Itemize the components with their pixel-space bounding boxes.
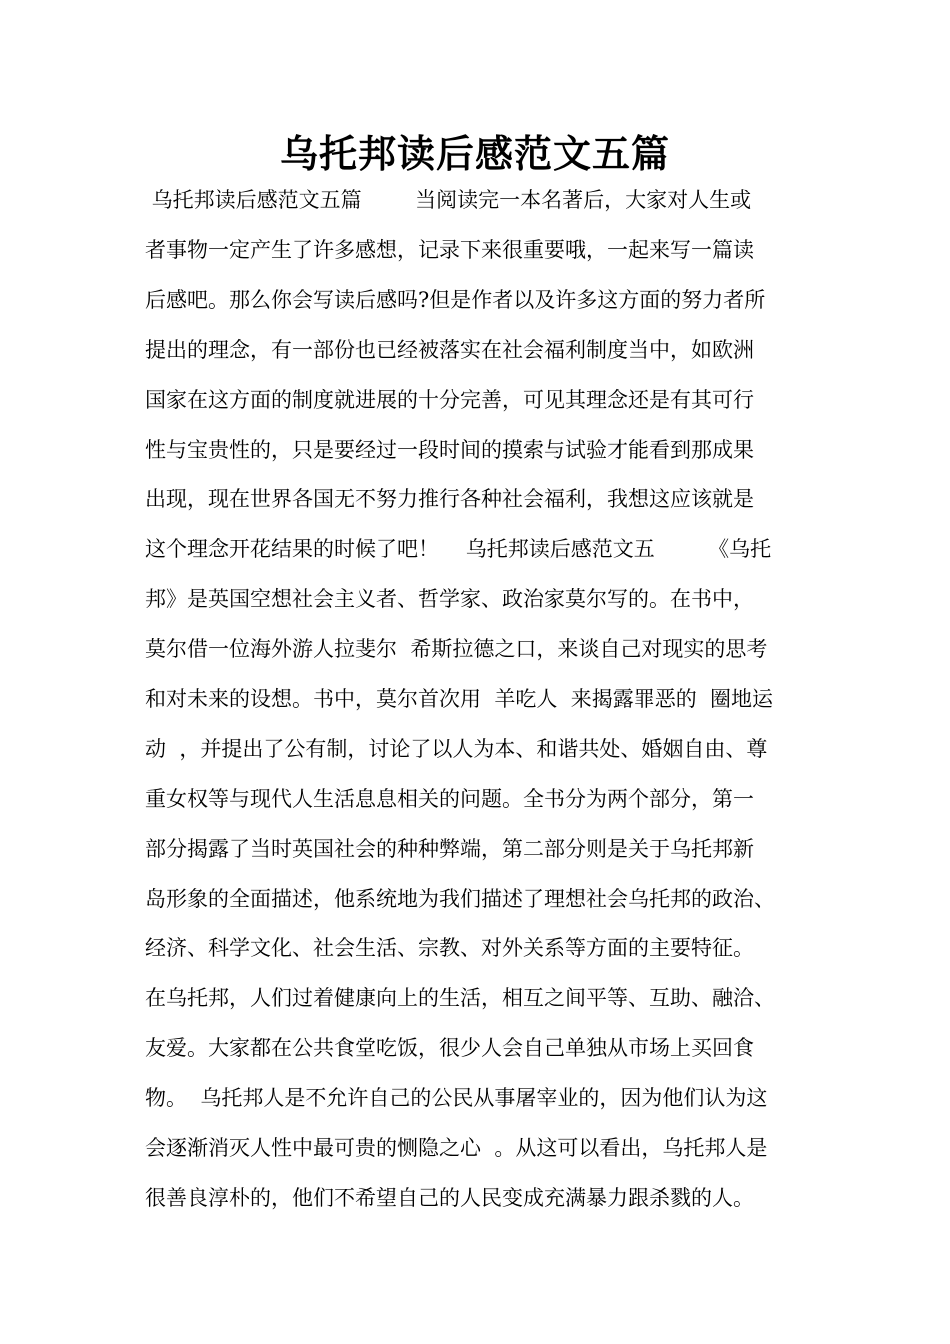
body-line: 部分揭露了当时英国社会的种种弊端，第二部分则是关于乌托邦新 <box>145 837 754 861</box>
body-line: 在乌托邦，人们过着健康向上的生活，相互之间平等、互助、融洽、 <box>145 986 775 1010</box>
body-line: 经济、科学文化、社会生活、宗教、对外关系等方面的主要特征。 <box>145 936 754 960</box>
document-title: 乌托邦读后感范文五篇 <box>279 131 670 176</box>
body-line: 动 ，并提出了公有制，讨论了以人为本、和谐共处、婚姻自由、尊 <box>145 737 768 761</box>
body-line: 会逐渐消灭人性中最可贵的恻隐之心 。从这可以看出，乌托邦人是 <box>145 1136 768 1160</box>
body-line: 出现，现在世界各国无不努力推行各种社会福利，我想这应该就是 <box>145 487 754 511</box>
body-line: 物。 乌托邦人是不允许自己的公民从事屠宰业的，因为他们认为这 <box>145 1086 768 1110</box>
body-line: 提出的理念，有一部份也已经被落实在社会福利制度当中，如欧洲 <box>145 338 754 362</box>
body-line: 乌托邦读后感范文五篇 当阅读完一本名著后，大家对人生或 <box>145 188 752 212</box>
body-line: 者事物一定产生了许多感想，记录下来很重要哦，一起来写一篇读 <box>145 238 754 262</box>
body-line: 后感吧。那么你会写读后感吗?但是作者以及许多这方面的努力者所 <box>145 288 766 312</box>
body-line: 重女权等与现代人生活息息相关的问题。全书分为两个部分，第一 <box>145 787 754 811</box>
body-line: 莫尔借一位海外游人拉斐尔 希斯拉德之口，来谈自己对现实的思考 <box>145 637 768 661</box>
body-line: 邦》是英国空想社会主义者、哲学家、政治家莫尔写的。在书中， <box>145 587 754 611</box>
body-line: 岛形象的全面描述，他系统地为我们描述了理想社会乌托邦的政治、 <box>145 887 775 911</box>
body-line: 和对未来的设想。书中，莫尔首次用 羊吃人 来揭露罪恶的 圈地运 <box>145 687 774 711</box>
body-line: 很善良淳朴的，他们不希望自己的人民变成充满暴力跟杀戮的人。 <box>145 1186 754 1210</box>
body-line: 性与宝贵性的，只是要经过一段时间的摸索与试验才能看到那成果 <box>145 438 754 462</box>
body-line: 这个理念开花结果的时候了吧！ 乌托邦读后感范文五 《乌托 <box>145 537 772 561</box>
body-line: 国家在这方面的制度就进展的十分完善，可见其理念还是有其可行 <box>145 388 754 412</box>
body-line: 友爱。大家都在公共食堂吃饭，很少人会自己单独从市场上买回食 <box>145 1036 754 1060</box>
